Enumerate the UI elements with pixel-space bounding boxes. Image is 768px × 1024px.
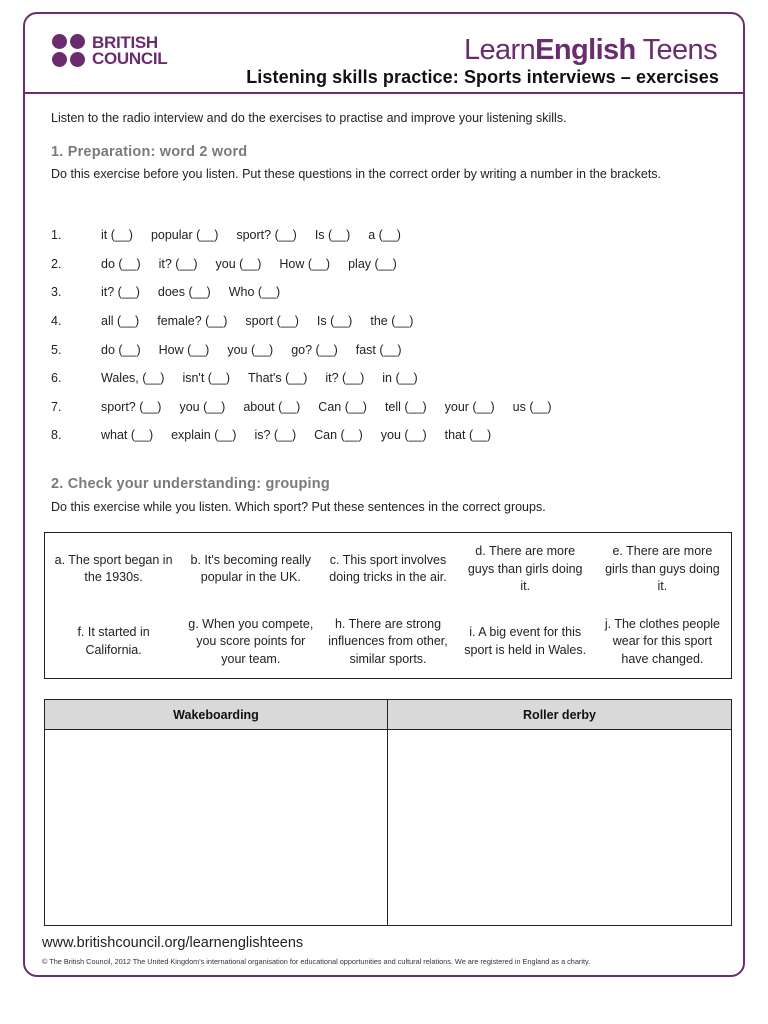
footer-url[interactable]: www.britishcouncil.org/learnenglishteens [42,935,304,951]
question-number: 1. [51,228,62,243]
sentence-cell: e. There are more girls than guys doing it. [605,544,720,593]
word-bracket[interactable]: female? (__) [157,314,228,329]
word-bracket[interactable]: it? (__) [325,371,365,386]
word-bracket[interactable]: tell (__) [384,399,427,414]
answer-area-roller-derby[interactable] [388,730,731,925]
page-title: Listening skills practice: Sports interviews – exercises [246,67,719,87]
word-bracket[interactable]: a (__) [368,228,401,243]
column-header-wakeboarding: Wakeboarding [45,700,388,730]
word-bracket[interactable]: it? (__) [158,256,198,271]
sentence-cell: a. The sport began in the 1930s. [54,552,173,585]
word-bracket[interactable]: Who (__) [228,285,281,300]
word-bracket[interactable]: the (__) [370,314,414,329]
section2-title: 2. Check your understanding: grouping [51,476,330,492]
word-bracket[interactable]: you (__) [227,342,274,357]
word-bracket[interactable]: play (__) [348,256,397,271]
question-number: 2. [51,256,62,271]
word-bracket[interactable]: all (__) [101,314,140,329]
le-logo-learn: Learn [463,34,536,66]
word-bracket[interactable]: you (__) [179,399,226,414]
word-bracket[interactable]: sport? (__) [236,228,297,243]
word-bracket[interactable]: How (__) [158,342,210,357]
word-bracket[interactable]: How (__) [279,256,331,271]
column-header-roller-derby: Roller derby [388,700,731,730]
word-bracket[interactable]: Can (__) [318,399,367,414]
header [25,14,743,94]
question-number: 6. [51,371,62,386]
question-number: 4. [51,314,62,329]
word-bracket[interactable]: sport? (__) [101,399,162,414]
word-bracket[interactable]: us (__) [512,399,552,414]
question-row [51,421,711,450]
sentence-cell: d. There are more guys than girls doing it. [467,544,583,593]
question-number: 8. [51,428,62,443]
sentence-cell: j. The clothes people wear for this sport have changed. [604,616,720,666]
section1-title: 1. Preparation: word 2 word [51,144,248,160]
question-row [51,393,711,422]
question-row [51,278,711,307]
question-row [51,335,711,364]
bc-logo-line2: COUNCIL [92,49,168,68]
sentence-cell: h. There are strong influences from other, similar sports. [328,616,448,666]
answer-area-wakeboarding[interactable] [45,730,388,925]
question-row [51,307,711,336]
word-bracket[interactable]: is? (__) [254,428,297,443]
question-list [51,221,711,450]
word-bracket[interactable]: you (__) [380,428,427,443]
word-bracket[interactable]: your (__) [444,399,495,414]
word-bracket[interactable]: Is (__) [314,228,351,243]
le-logo-teens: Teens [635,34,717,66]
question-row [51,221,711,250]
word-bracket[interactable]: in (__) [382,371,418,386]
question-number: 3. [51,285,62,300]
question-row [51,250,711,279]
word-bracket[interactable]: popular (__) [150,228,219,243]
word-bracket[interactable]: That's (__) [248,371,308,386]
le-logo-english: English [535,34,636,66]
word-bracket[interactable]: it (__) [101,228,133,243]
word-bracket[interactable]: explain (__) [171,428,237,443]
learnenglish-teens-logo [464,34,717,67]
word-bracket[interactable]: Is (__) [316,314,353,329]
question-row [51,364,711,393]
intro-text: Listen to the radio interview and do the exercises to practise and improve your listening skills. [51,111,567,125]
word-bracket[interactable]: isn't (__) [182,371,230,386]
word-bracket[interactable]: what (__) [101,428,154,443]
question-number: 5. [51,342,62,357]
british-council-dots-icon [52,34,88,68]
british-council-logo [52,34,167,68]
sentences-table [44,532,732,679]
word-bracket[interactable]: you (__) [215,256,262,271]
word-bracket[interactable]: sport (__) [245,314,299,329]
question-number: 7. [51,399,62,414]
word-bracket[interactable]: do (__) [101,342,141,357]
word-bracket[interactable]: do (__) [101,256,141,271]
word-bracket[interactable]: fast (__) [355,342,402,357]
word-bracket[interactable]: it? (__) [101,285,140,300]
worksheet-frame [23,12,745,977]
word-bracket[interactable]: does (__) [157,285,211,300]
sentence-cell: f. It started in California. [77,625,150,657]
word-bracket[interactable]: that (__) [444,428,492,443]
word-bracket[interactable]: Can (__) [314,428,363,443]
sentence-cell: b. It's becoming really popular in the UK. [190,552,312,585]
footer-legal: © The British Council, 2012 The United Kingdom's international organisation for educational opportunities and cultural relations. We are registered in England as a charity. [42,957,591,966]
sentence-cell: i. A big event for this sport is held in Wales. [464,625,587,657]
section2-desc: Do this exercise while you listen. Which sport? Put these sentences in the correct groups. [51,500,546,514]
word-bracket[interactable]: about (__) [243,399,301,414]
section1-desc: Do this exercise before you listen. Put these questions in the correct order by writing a number in the brackets. [51,167,662,181]
grouping-table [44,699,732,926]
bc-logo-line1: BRITISH [92,33,158,52]
sentence-cell: g. When you compete, you score points for your team. [188,616,314,666]
word-bracket[interactable]: go? (__) [291,342,338,357]
sentence-cell: c. This sport involves doing tricks in the air. [329,552,447,585]
word-bracket[interactable]: Wales, (__) [101,371,165,386]
